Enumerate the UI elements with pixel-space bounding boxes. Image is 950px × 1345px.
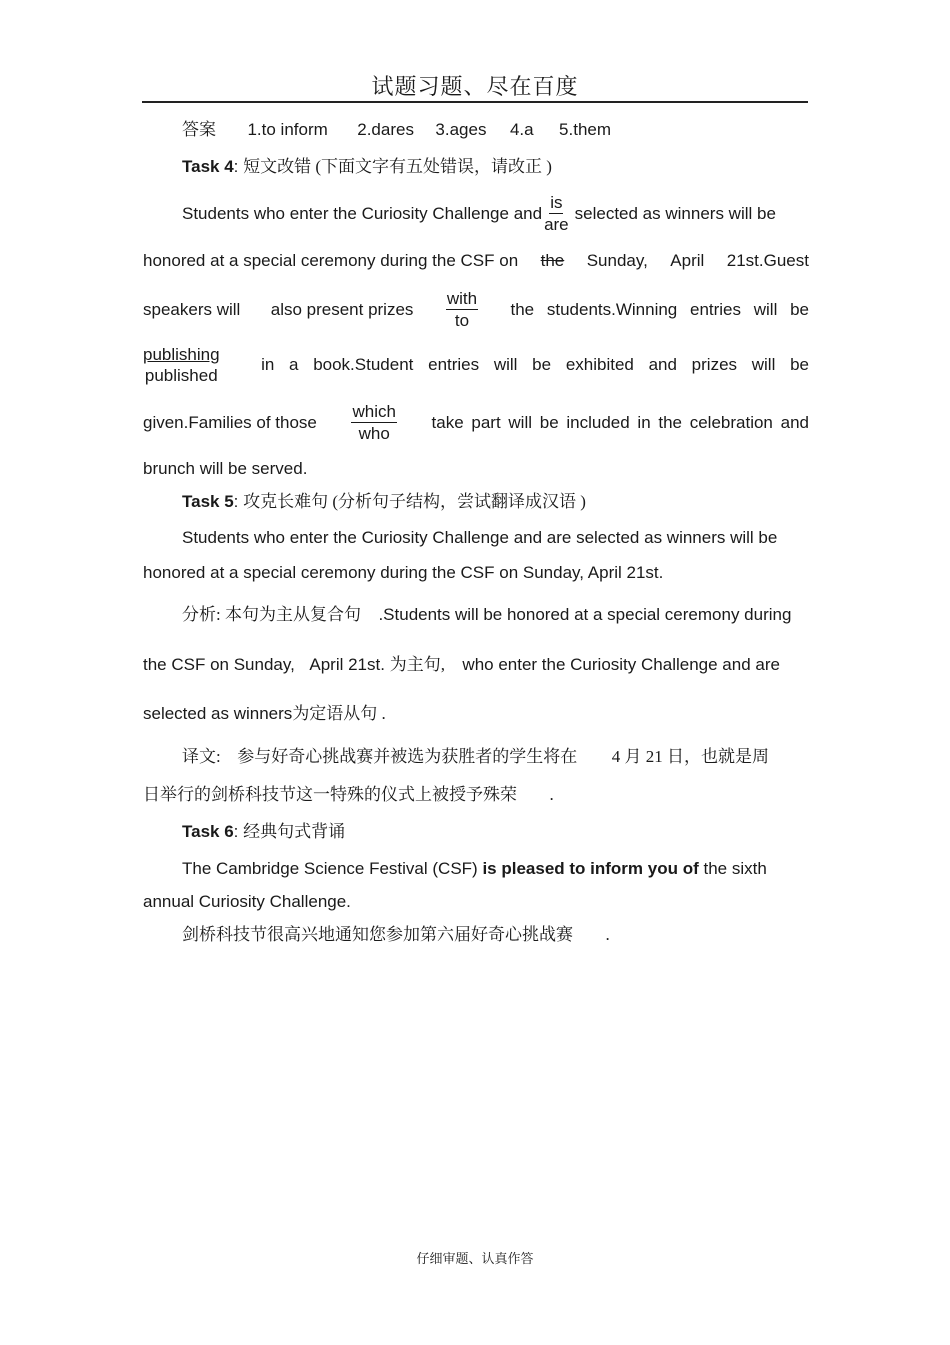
text-run: in a book.Student entries will be exhibited and prizes will be bbox=[261, 355, 809, 374]
correction-line-2 bbox=[143, 250, 809, 272]
task5-sentence-1: Students who enter the Curiosity Challenge and are selected as winners will be bbox=[182, 528, 778, 547]
text-run: take part will be included in the celebration and bbox=[431, 412, 809, 432]
text-run: the sixth bbox=[703, 859, 767, 878]
text-run: 为定语从句 . bbox=[292, 704, 386, 723]
correction-fraction bbox=[351, 401, 396, 444]
correction-fraction bbox=[544, 192, 569, 235]
translation-line-2 bbox=[143, 784, 554, 806]
text-run: 日举行的剑桥科技节这一特殊的仪式上被授予殊荣 bbox=[143, 785, 517, 804]
text-run: honored at a special ceremony during the CSF on bbox=[143, 251, 519, 270]
translation-label: 译文: bbox=[182, 747, 221, 766]
text-run: who enter the Curiosity Challenge and are bbox=[462, 655, 780, 674]
task-label: Task 5 bbox=[182, 492, 234, 511]
translation-line-1 bbox=[182, 746, 769, 768]
text-run: given.Families of those bbox=[143, 412, 317, 432]
task5-heading bbox=[182, 491, 586, 513]
text-run: 4 月 21 日，也就是周 bbox=[611, 747, 769, 766]
task6-sentence-line-1 bbox=[182, 858, 767, 880]
text-run: selected as winners will be bbox=[574, 203, 776, 223]
text-run: . bbox=[605, 925, 610, 944]
answer-item: 5.them bbox=[559, 120, 612, 139]
header-rule bbox=[142, 101, 808, 103]
correction-line-4 bbox=[143, 344, 809, 386]
text-run: The Cambridge Science Festival (CSF) bbox=[182, 859, 478, 878]
text-run: also present prizes bbox=[270, 299, 414, 319]
text-run: .Students will be honored at a special ceremony during bbox=[378, 605, 792, 624]
wrong-word: publishing bbox=[143, 345, 220, 364]
analysis-label: 分析: 本句为主从复合句 bbox=[182, 605, 361, 624]
analysis-line-2 bbox=[143, 654, 780, 676]
text-run: April bbox=[670, 251, 705, 270]
answers-line bbox=[182, 119, 611, 141]
correct-word: are bbox=[544, 215, 569, 234]
wrong-word: is bbox=[550, 193, 563, 212]
task6-heading bbox=[182, 821, 345, 843]
text-run: 21st.Guest bbox=[726, 251, 809, 270]
answer-item: 3.ages bbox=[435, 120, 487, 139]
colon: : bbox=[233, 157, 239, 176]
task-label: Task 4 bbox=[182, 157, 234, 176]
correction-line-6: brunch will be served. bbox=[143, 459, 308, 478]
answers-label: 答案 bbox=[182, 120, 216, 139]
text-run: Sunday, bbox=[586, 251, 648, 270]
correct-word: published bbox=[144, 366, 218, 385]
task-label: Task 6 bbox=[182, 822, 234, 841]
task6-translation bbox=[182, 924, 610, 946]
task6-sentence-line-2: annual Curiosity Challenge. bbox=[143, 892, 351, 911]
page-footer: 仔细审题、认真作答 bbox=[416, 1251, 534, 1266]
text-run: the CSF on Sunday, bbox=[143, 655, 295, 674]
correction-line-5 bbox=[143, 401, 809, 444]
text-run: speakers will bbox=[143, 299, 241, 319]
page-header-title: 试题习题、尽在百度 bbox=[371, 74, 579, 99]
correction-fraction bbox=[143, 344, 220, 386]
answer-item: 1.to inform bbox=[247, 120, 328, 139]
text-run: 剑桥科技节很高兴地通知您参加第六届好奇心挑战赛 bbox=[182, 925, 573, 944]
text-run: . bbox=[549, 785, 554, 804]
correction-line-1 bbox=[182, 192, 776, 235]
colon: : bbox=[233, 822, 239, 841]
text-run: 为主句, bbox=[389, 655, 445, 674]
struck-word: the bbox=[540, 251, 565, 270]
task-title: 短文改错 (下面文字有五处错误，请改正 ) bbox=[243, 157, 552, 176]
wrong-word: with bbox=[446, 289, 478, 308]
text-run: 参与好奇心挑战赛并被选为获胜者的学生将在 bbox=[237, 747, 578, 766]
task5-sentence-2: honored at a special ceremony during the CSF on Sunday, April 21st. bbox=[143, 563, 664, 582]
text-run: Students who enter the Curiosity Challenge and bbox=[182, 203, 543, 223]
task-title: 攻克长难句 (分析句子结构，尝试翻译成汉语 ) bbox=[243, 492, 586, 511]
correction-line-3 bbox=[143, 288, 809, 331]
correction-fraction bbox=[446, 288, 478, 331]
task4-heading bbox=[182, 156, 552, 178]
wrong-word: which bbox=[352, 402, 396, 421]
highlighted-phrase: is pleased to inform you of bbox=[482, 859, 699, 878]
analysis-line-1 bbox=[182, 604, 791, 626]
text-run: the students.Winning entries will be bbox=[510, 299, 809, 319]
correct-word: who bbox=[358, 424, 390, 443]
colon: : bbox=[233, 492, 239, 511]
text-run: April 21st. bbox=[309, 655, 385, 674]
task-title: 经典句式背诵 bbox=[243, 822, 346, 841]
answer-item: 2.dares bbox=[357, 120, 414, 139]
correct-word: to bbox=[454, 311, 470, 330]
text-run: selected as winners bbox=[143, 704, 293, 723]
answer-item: 4.a bbox=[509, 120, 534, 139]
analysis-line-3 bbox=[143, 703, 386, 725]
